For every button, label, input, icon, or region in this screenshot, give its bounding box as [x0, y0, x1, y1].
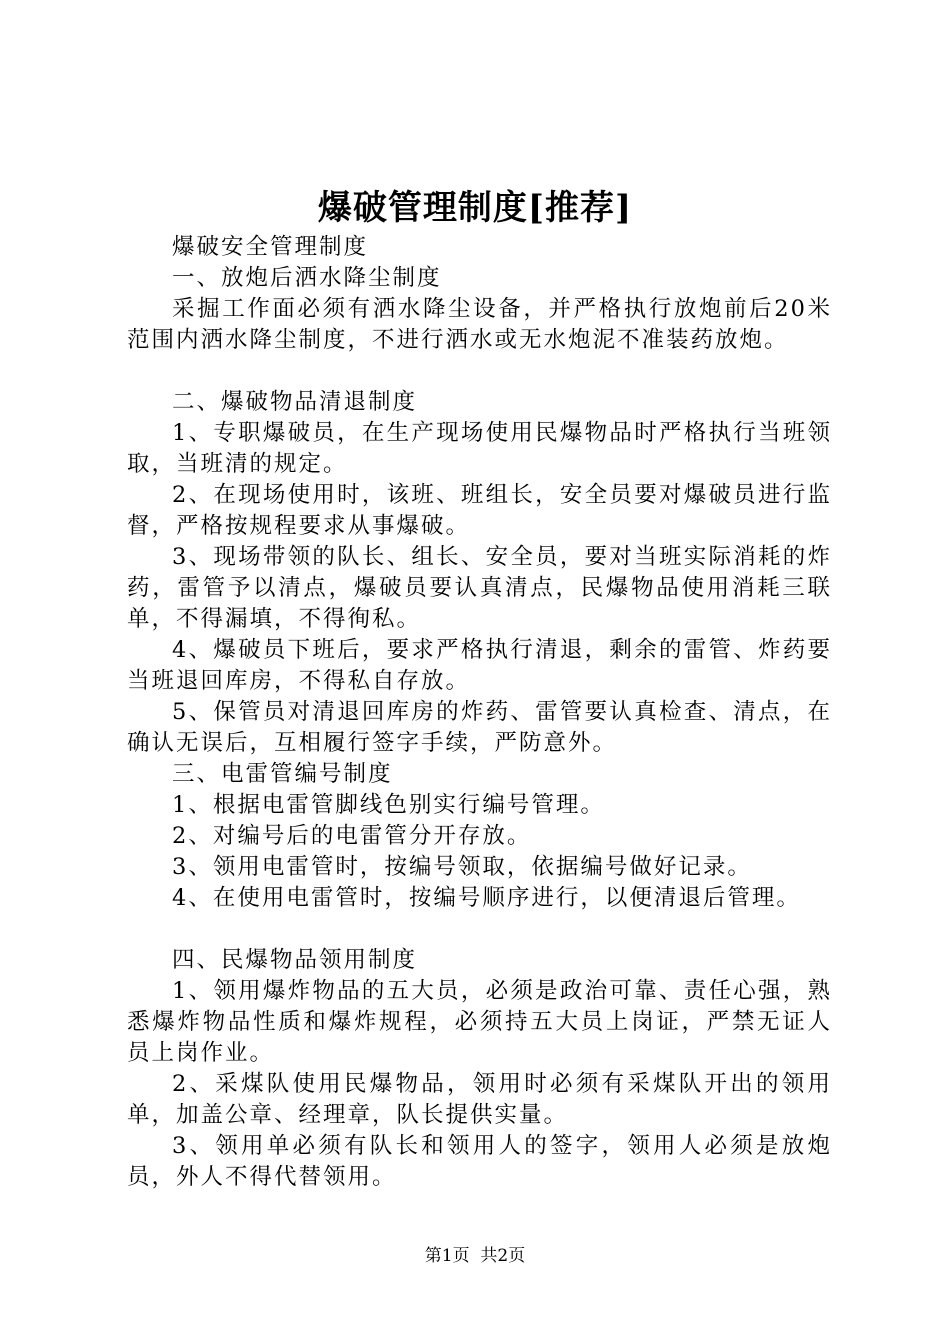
- section-heading-1: 一、放炮后洒水降尘制度: [172, 265, 442, 291]
- paragraph: 2、对编号后的电雷管分开存放。: [172, 823, 532, 849]
- paragraph-heading-main: 爆破安全管理制度: [172, 234, 369, 260]
- section-heading-4: 四、民爆物品领用制度: [172, 947, 418, 973]
- paragraph: 3、现场带领的队长、组长、安全员，要对当班实际消耗的炸药，雷管予以清点，爆破员要认真清点，民爆物品使用消耗三联单，不得漏填，不得徇私。: [127, 544, 832, 632]
- paragraph: 3、领用电雷管时，按编号领取，依据编号做好记录。: [172, 854, 752, 880]
- paragraph: 1、领用爆炸物品的五大员，必须是政治可靠、责任心强，熟悉爆炸物品性质和爆炸规程，必须持五大员上岗证，严禁无证人员上岗作业。: [127, 978, 832, 1066]
- page-number: 第1页: [424, 1246, 470, 1266]
- paragraph: 4、爆破员下班后，要求严格执行清退，剩余的雷管、炸药要当班退回库房，不得私自存放。: [127, 637, 832, 694]
- document-body: [127, 232, 832, 1193]
- paragraph: 3、领用单必须有队长和领用人的签字，领用人必须是放炮员，外人不得代替领用。: [127, 1133, 832, 1190]
- paragraph: 4、在使用电雷管时，按编号顺序进行，以便清退后管理。: [172, 885, 801, 911]
- section-heading-3: 三、电雷管编号制度: [172, 761, 393, 787]
- paragraph: 2、采煤队使用民爆物品，领用时必须有采煤队开出的领用单，加盖公章、经理章，队长提供实量。: [127, 1071, 832, 1128]
- paragraph: 1、根据电雷管脚线色别实行编号管理。: [172, 792, 605, 818]
- paragraph: 1、专职爆破员，在生产现场使用民爆物品时严格执行当班领取，当班清的规定。: [127, 420, 832, 477]
- paragraph: 采掘工作面必须有洒水降尘设备，并严格执行放炮前后20米范围内洒水降尘制度，不进行洒水或无水炮泥不准装药放炮。: [127, 296, 832, 353]
- page-total: 共2页: [480, 1246, 526, 1266]
- document-title: 爆破管理制度[推荐]: [317, 188, 633, 228]
- paragraph: 5、保管员对清退回库房的炸药、雷管要认真检查、清点，在确认无误后，互相履行签字手续，严防意外。: [127, 699, 832, 756]
- page-footer: [0, 1244, 950, 1268]
- section-heading-2: 二、爆破物品清退制度: [172, 389, 418, 415]
- paragraph: 2、在现场使用时，该班、班组长，安全员要对爆破员进行监督，严格按规程要求从事爆破。: [127, 482, 832, 539]
